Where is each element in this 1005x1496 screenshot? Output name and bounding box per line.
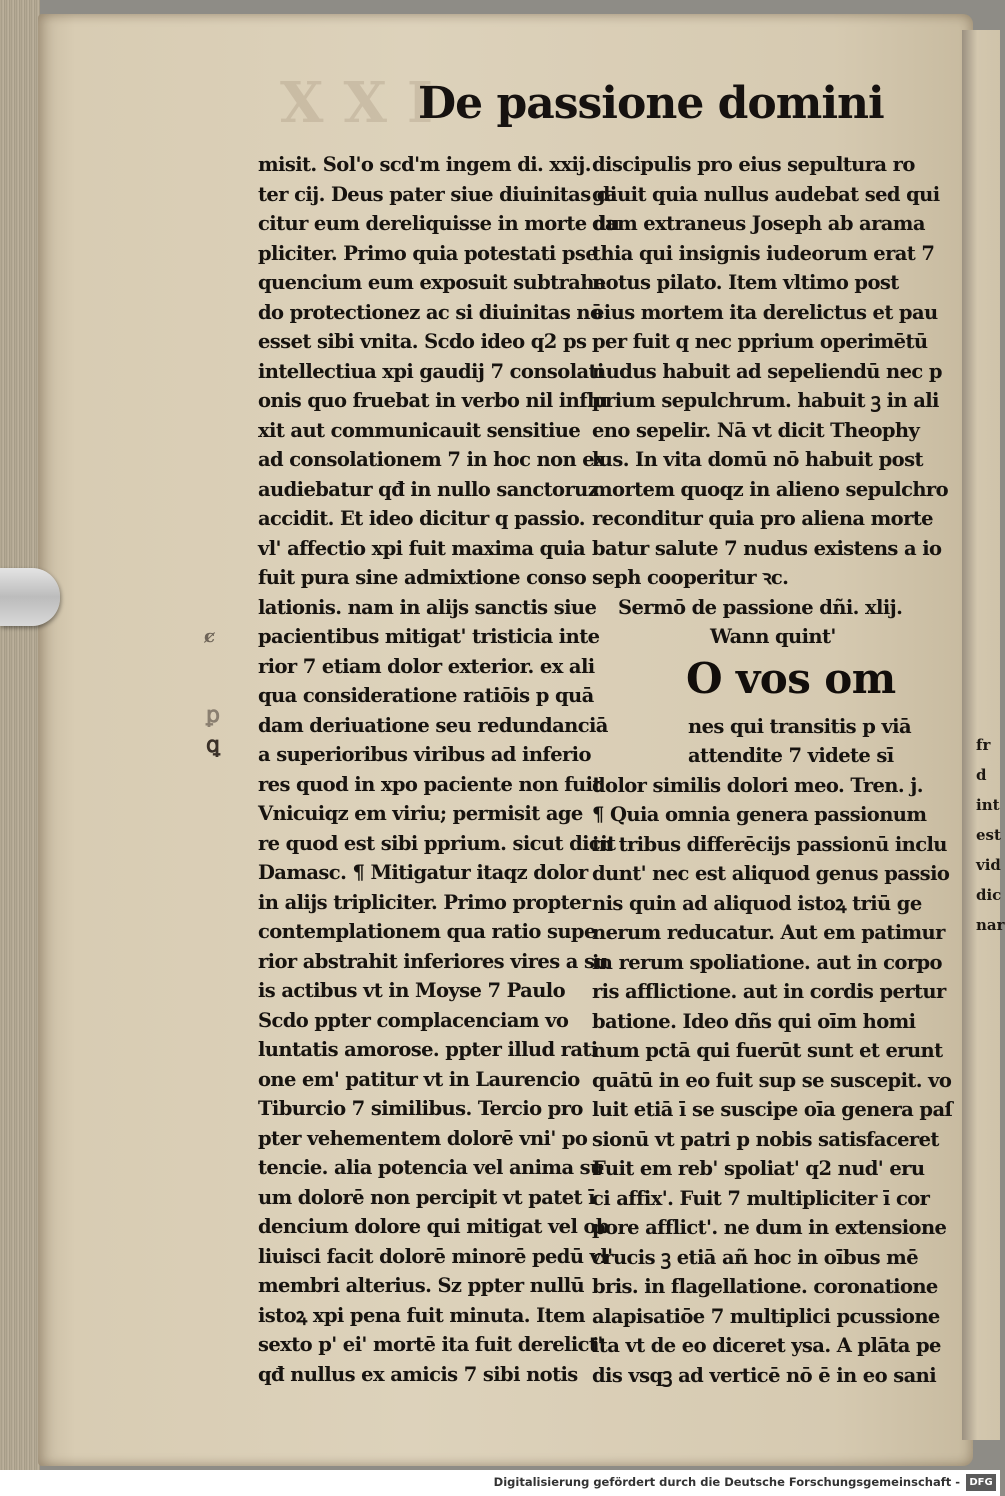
- text-line: Scdo ppter complacenciam vo: [258, 1008, 569, 1032]
- left-text-column: [258, 150, 620, 1389]
- text-line: istoꝝ xpi pena fuit minuta. Item: [258, 1303, 585, 1327]
- text-line: batur salute 7 nudus existens a io: [592, 536, 942, 560]
- margin-mark-icon: ꝑ: [206, 702, 220, 728]
- text-line: ad consolationem 7 in hoc non ex: [258, 448, 606, 471]
- text-line: xit aut communicauit sensitiue: [258, 418, 581, 442]
- text-line: prium sepulchrum. habuit ꝫ in ali: [592, 389, 939, 412]
- text-line: a superioribus viribus ad inferio: [258, 743, 591, 766]
- edge-fragment: dic: [976, 886, 1002, 904]
- text-line: one em' patitur vt in Laurencio: [258, 1067, 580, 1091]
- text-line: alapisatiōe 7 multiplici pcussione: [592, 1304, 940, 1328]
- text-line: pter vehementem dolorē vni' po: [258, 1126, 588, 1150]
- text-line: dis vsqꝫ ad verticē nō ē in eo sani: [592, 1363, 937, 1387]
- footer-credit: Digitalisierung gefördert durch die Deutsche Forschungsgemeinschaft -: [493, 1475, 960, 1489]
- text-line: dolor similis dolori meo. Tren. j.: [592, 773, 923, 797]
- text-line: luit etiā ī se suscipe oīa genera paſ: [592, 1098, 953, 1121]
- book-fore-edge: [0, 0, 40, 1470]
- text-line: bris. in flagellatione. coronatione: [592, 1275, 938, 1298]
- text-line: gauit quia nullus audebat sed qui: [592, 182, 940, 206]
- edge-fragment: nar: [976, 916, 1005, 934]
- text-line: dencium dolore qui mitigat vel ob: [258, 1215, 609, 1238]
- text-line: eno sepelir. Nā vt dicit Theophy: [592, 418, 920, 442]
- sermon-heading: Sermō de passione dñi. xlij.: [618, 595, 903, 619]
- text-line: pacientibus mitigat' tristicia inte: [258, 625, 600, 648]
- text-line: Vnicuiqz em viriu; permisit age: [258, 802, 583, 825]
- text-line: nes qui transitis p viā: [688, 714, 912, 738]
- text-line: do protectionez ac si diuinitas nō: [258, 300, 603, 324]
- margin-mark-icon: ꝗ: [206, 732, 220, 758]
- text-line: attendite 7 videte sī: [688, 744, 894, 767]
- margin-mark-icon: ȼ: [204, 626, 215, 647]
- text-line: sexto p' ei' mortē ita fuit derelict': [258, 1333, 603, 1356]
- page-clip: [0, 568, 60, 626]
- text-line: ter cij. Deus pater siue diuinitas di: [258, 182, 617, 206]
- facing-page-fragments: [976, 730, 1005, 940]
- show-through-text: XXI: [280, 70, 454, 136]
- initial-line-row: [592, 652, 914, 712]
- text-line: misit. Sol'o scd'm ingem di. xxij.: [258, 153, 591, 176]
- text-line: in alijs tripliciter. Primo propter: [258, 890, 591, 914]
- text-line: esset sibi vnita. Scdo ideo q2 ps: [258, 330, 587, 353]
- text-line: dam extraneus Joseph ab arama: [592, 212, 925, 235]
- text-line: mortem quoqz in alieno sepulchro: [592, 477, 949, 501]
- sermon-subheading: Wann quint': [710, 625, 836, 648]
- text-line: qua consideratione ratiōis p quā: [258, 684, 594, 707]
- text-line: batione. Ideo dñs qui oīm homi: [592, 1009, 916, 1033]
- text-line: discipulis pro eius sepultura ro: [592, 153, 915, 176]
- text-line: quencium eum exposuit subtrahe: [258, 271, 606, 294]
- text-line: ris afflictione. aut in cordis pertur: [592, 980, 946, 1003]
- text-line: Damasc. ¶ Mitigatur itaqz dolor: [258, 861, 588, 884]
- text-line: in tribus differēcijs passionū inclu: [592, 832, 947, 856]
- text-line: rior 7 etiam dolor exterior. ex ali: [258, 654, 595, 678]
- footer-bar: [0, 1470, 1000, 1496]
- text-line: audiebatur qđ in nullo sanctoruz: [258, 477, 599, 501]
- text-line: res quod in xpo paciente non fuit: [258, 772, 601, 796]
- text-line: citur eum dereliquisse in morte du: [258, 212, 620, 235]
- text-line: fuit pura sine admixtione conso: [258, 566, 587, 589]
- text-line: ita vt de eo diceret ysa. A plāta pe: [592, 1334, 941, 1357]
- text-line: seph cooperitur ꝛc.: [592, 566, 789, 589]
- text-line: ¶ Quia omnia genera passionum: [592, 803, 927, 826]
- text-line: dunt' nec est aliquod genus passio: [592, 862, 950, 885]
- edge-fragment: est: [976, 826, 1001, 844]
- text-line: contemplationem qua ratio supe: [258, 920, 596, 943]
- text-line: onis quo fruebat in verbo nil influ: [258, 389, 608, 412]
- text-line: membri alterius. Sz ppter nullū: [258, 1274, 585, 1297]
- text-line: pliciter. Primo quia potestati pse: [258, 241, 598, 265]
- text-line: notus pilato. Item vltimo post: [592, 271, 899, 294]
- text-line: accidit. Et ideo dicitur q passio.: [258, 507, 586, 530]
- text-line: nis quin ad aliquod istoꝝ triū ge: [592, 891, 922, 915]
- text-line: lus. In vita domū nō habuit post: [592, 448, 923, 471]
- text-line: nerum reducatur. Aut em patimur: [592, 921, 945, 944]
- text-line: eius mortem ita derelictus et pau: [592, 300, 938, 324]
- text-line: quātū in eo fuit sup se suscepit. vo: [592, 1068, 952, 1092]
- text-line: lationis. nam in alijs sanctis siue: [258, 595, 597, 619]
- edge-fragment: d int: [976, 766, 1000, 814]
- text-line: tencie. alia potencia vel anima su: [258, 1156, 604, 1179]
- text-line: qđ nullus ex amicis 7 sibi notis: [258, 1362, 578, 1386]
- text-line: rior abstrahit inferiores vires a su: [258, 949, 608, 973]
- running-header-title: De passione domini: [418, 78, 884, 129]
- decorated-initial: O vos om: [686, 653, 896, 703]
- text-line: dam deriuatione seu redundanciā: [258, 713, 608, 737]
- edge-fragment: vid: [976, 856, 1001, 874]
- text-line: pore afflict'. ne dum in extensione: [592, 1216, 947, 1239]
- edge-fragment: fr: [976, 736, 991, 754]
- text-line: crucis ꝫ etiā añ hoc in oībus mē: [592, 1245, 919, 1269]
- text-line: nudus habuit ad sepeliendū nec p: [592, 359, 942, 383]
- text-line: reconditur quia pro aliena morte: [592, 507, 933, 530]
- text-line: um dolorē non percipit vt patet ī: [258, 1185, 595, 1209]
- text-line: sionū vt patri p nobis satisfaceret: [592, 1127, 939, 1151]
- text-line: intellectiua xpi gaudij 7 consolati: [258, 359, 604, 383]
- text-line: thia qui insignis iudeorum erat 7: [592, 241, 935, 265]
- dfg-logo: DFG: [966, 1474, 996, 1491]
- text-line: liuisci facit dolorē minorē pedū vl': [258, 1244, 613, 1268]
- text-line: num pctā qui fuerūt sunt et erunt: [592, 1039, 943, 1062]
- text-line: in rerum spoliatione. aut in corpo: [592, 950, 942, 974]
- text-line: re quod est sibi pprium. sicut dicit: [258, 831, 616, 855]
- text-line: Tiburcio 7 similibus. Tercio pro: [258, 1097, 583, 1120]
- text-line: is actibus vt in Moyse 7 Paulo: [258, 979, 565, 1002]
- text-line: Fuit em reb' spoliat' q2 nud' eru: [592, 1157, 925, 1180]
- text-line: luntatis amorose. ppter illud rati: [258, 1038, 598, 1061]
- text-line: vl' affectio xpi fuit maxima quia: [258, 536, 586, 560]
- text-line: ci affix'. Fuit 7 multipliciter ī cor: [592, 1186, 930, 1210]
- right-text-column: [592, 150, 953, 1390]
- text-line: per fuit q nec pprium operimētū: [592, 330, 928, 353]
